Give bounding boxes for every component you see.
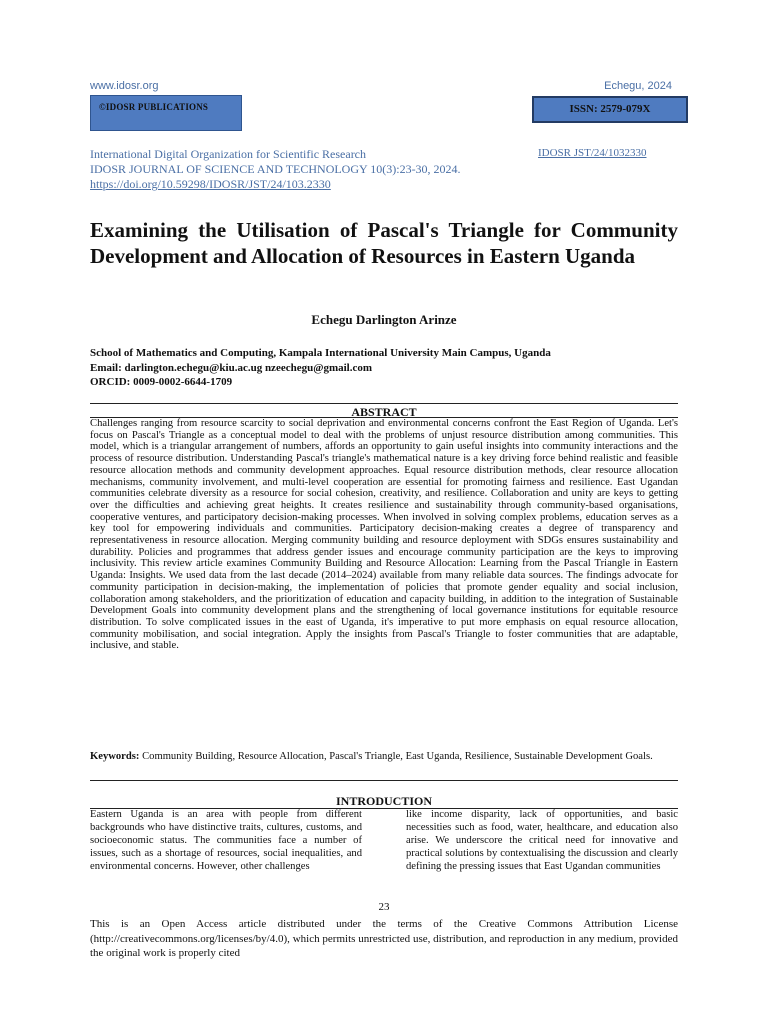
introduction-column-right: like income disparity, lack of opportunities, and basic necessities such as food, water, healthcare, and education also arise. We underscore the critical need for innovative and practical solutions by contextualising the discussion and clearly defining the pressing issues that East Ugandan communities [406, 809, 678, 872]
running-header-author: Echegu, 2024 [604, 80, 672, 92]
organization-name: International Digital Organization for Scientific Research [90, 147, 367, 161]
issn-badge [532, 96, 688, 123]
author-name: Echegu Darlington Arinze [311, 312, 457, 327]
abstract-text: Challenges ranging from resource scarcity to social deprivation and environmental concerns confront the East Region of Uganda. Let's focus on Pascal's Triangle as a conceptual model to deal with the problems of unjust resource distribution among communities. This model, which is a triangular arrangement of numbers, affords an opportunity to gain useful insights into community interactions and the process of resource distribution. Understanding Pascal's triangle's mathematical nature is a key driving force behind realistic and feasible resource allocation methods and community development approaches. Equal resource distribution methods, clear resource allocation mechanisms, community involvement, and multi-level cooperation are essential for promoting fairness and resilience. East Ugandan communities celebrate diversity as a resource for social cohesion, creativity, and resilience. Collaboration and unity are keys to getting over the difficulties and achieving great heights. It creates resilience and sustainability through community-based organisations, cooperative ventures, and participatory decision-making processes. When involved in solving complex problems, education serves as a key tool for empowering individuals and communities. Participatory decision-making creates a degree of transparency and representativeness in resource allocation. Merging community building and resource deployment with SDGs ensures sustainability and durability. Policies and programmes that address gender issues and encourage community participation are the keys to improving inclusivity. This review article examines Community Building and Resource Allocation: Learning from the Pascal Triangle in Eastern Uganda: Insights. We used data from the last decade (2014–2024) available from many reliable data sources. The findings advocate for community participation in decision-making, the implementation of policies that promote gender equality and social inclusion, collaboration among stakeholders, and the prioritization of education and capacity building, in addition to the integration of Sustainable Development Goals into community development plans and the strengthening of local governance institutions for equitable resource distribution. To solve complicated issues in the east of Uganda, it's imperative to put more emphasis on equal resource allocation, community mobilisation, and social integration. Apply the insights from Pascal's Triangle to foster communities that are adaptable, inclusive, and stable. [90, 418, 678, 652]
citation-block [90, 147, 461, 192]
abstract-heading: ABSTRACT [351, 405, 417, 419]
affiliation-block [90, 346, 551, 390]
journal-id-link[interactable]: IDOSR JST/24/1032330 [538, 147, 647, 159]
keywords-line [90, 751, 678, 763]
affiliation-school: School of Mathematics and Computing, Kampala International University Main Campus, Uganda [90, 347, 551, 359]
paper-title: Examining the Utilisation of Pascal's Triangle for Community Development and Allocation of Resources in Eastern Uganda [90, 218, 678, 268]
introduction-column-left: Eastern Uganda is an area with people from different backgrounds who have distinctive traits, cultures, customs, and socioeconomic status. The communities face a number of issues, such as a shortage of resources, social inequalities, and environmental concerns. However, other challenges [90, 809, 362, 872]
publisher-badge-label: ©IDOSR PUBLICATIONS [99, 102, 209, 112]
introduction-heading: INTRODUCTION [335, 794, 432, 808]
keywords-label: Keywords: [90, 751, 140, 762]
license-notice: This is an Open Access article distributed under the terms of the Creative Commons Attribution License (http://creativecommons.org/licenses/by/4.0), which permits unrestricted use, distribution, and reproduction in any medium, provided the original work is properly cited [90, 918, 678, 959]
abstract-bottom-rule [90, 780, 678, 781]
journal-website-link[interactable]: www.idosr.org [90, 80, 159, 92]
publisher-badge [90, 95, 242, 131]
affiliation-email[interactable]: Email: darlington.echegu@kiu.ac.ug nzeechegu@gmail.com [90, 361, 373, 374]
page-number: 23 [378, 901, 390, 913]
affiliation-orcid[interactable]: ORCID: 0009-0002-6644-1709 [90, 376, 233, 388]
doi-link[interactable]: https://doi.org/10.59298/IDOSR/JST/24/103.2330 [90, 177, 331, 191]
journal-reference: IDOSR JOURNAL OF SCIENCE AND TECHNOLOGY 10(3):23-30, 2024. [90, 162, 461, 176]
keywords-list: Community Building, Resource Allocation, Pascal's Triangle, East Uganda, Resilience, Sustainable Development Goals. [142, 751, 653, 762]
abstract-top-rule [90, 403, 678, 404]
issn-badge-label: ISSN: 2579-079X [569, 103, 651, 115]
